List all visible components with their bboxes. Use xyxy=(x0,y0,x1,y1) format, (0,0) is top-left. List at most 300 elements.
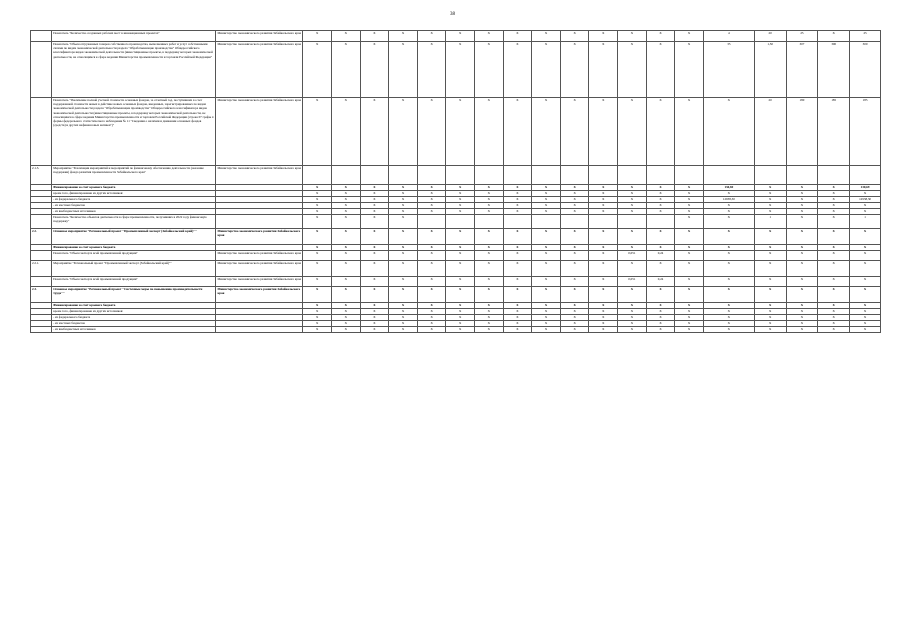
value-cell: Х xyxy=(646,197,675,203)
value-cell: Х xyxy=(503,315,532,321)
value-cell: Х xyxy=(589,303,618,309)
value-cell: Х xyxy=(675,287,704,303)
value-cell: Х xyxy=(446,309,475,315)
value-cell: Х xyxy=(646,209,675,215)
value-cell: Х xyxy=(560,303,589,309)
value-cell xyxy=(646,215,675,229)
responsible-executor-cell: Министерство экономического развития Забайкальского края xyxy=(216,229,303,245)
value-cell: 185 xyxy=(850,98,881,166)
value-cell: Х xyxy=(703,303,754,309)
row-description-cell: - из федерального бюджета xyxy=(52,315,216,321)
row-number-cell: 2.3. xyxy=(31,287,52,303)
value-cell: Х xyxy=(850,191,881,197)
value-cell: Х xyxy=(417,321,446,327)
value-cell: Х xyxy=(589,277,618,287)
value-cell: 0,24 xyxy=(646,251,675,261)
value-cell: Х xyxy=(360,321,389,327)
row-number-cell: 2.2.1. xyxy=(31,261,52,277)
value-cell: Х xyxy=(475,327,504,333)
value-cell: Х xyxy=(446,245,475,251)
value-cell: Х xyxy=(560,327,589,333)
value-cell: Х xyxy=(818,277,850,287)
value-cell: Х xyxy=(646,327,675,333)
value-cell: Х xyxy=(446,203,475,209)
value-cell: Х xyxy=(475,31,504,42)
value-cell: Х xyxy=(303,229,332,245)
value-cell: Х xyxy=(417,191,446,197)
value-cell: Х xyxy=(446,287,475,303)
value-cell: Х xyxy=(703,261,754,277)
value-cell: 12938,30 xyxy=(850,197,881,203)
value-cell xyxy=(850,166,881,185)
value-cell: Х xyxy=(646,185,675,191)
row-number-cell: 2.1.3. xyxy=(31,166,52,185)
value-cell: Х xyxy=(503,245,532,251)
value-cell: Х xyxy=(360,309,389,315)
value-cell: Х xyxy=(331,203,360,209)
value-cell: Х xyxy=(417,261,446,277)
value-cell: Х xyxy=(532,191,561,197)
value-cell: Х xyxy=(360,185,389,191)
value-cell: Х xyxy=(754,251,786,261)
value-cell: 35 xyxy=(703,42,754,98)
value-cell: Х xyxy=(675,31,704,42)
value-cell: 12938,30 xyxy=(703,197,754,203)
value-cell: Х xyxy=(850,287,881,303)
value-cell: Х xyxy=(360,245,389,251)
value-cell: Х xyxy=(475,277,504,287)
value-cell: Х xyxy=(818,215,850,229)
value-cell: Х xyxy=(754,229,786,245)
value-cell xyxy=(618,215,647,229)
value-cell: Х xyxy=(475,251,504,261)
value-cell: Х xyxy=(389,315,418,321)
value-cell: Х xyxy=(417,245,446,251)
row-description-cell: Показатель "Объем экспорта всей промышленной продукции" xyxy=(52,251,216,261)
value-cell: Х xyxy=(618,327,647,333)
value-cell: Х xyxy=(786,245,818,251)
responsible-executor-cell xyxy=(216,327,303,333)
value-cell: Х xyxy=(850,303,881,309)
value-cell: Х xyxy=(331,215,360,229)
value-cell: Х xyxy=(646,309,675,315)
value-cell: Х xyxy=(417,98,446,166)
value-cell: Х xyxy=(532,229,561,245)
value-cell: Х xyxy=(532,327,561,333)
value-cell: Х xyxy=(446,327,475,333)
value-cell: Х xyxy=(417,315,446,321)
value-cell: Х xyxy=(503,42,532,98)
value-cell: Х xyxy=(786,303,818,309)
value-cell: Х xyxy=(389,261,418,277)
value-cell: Х xyxy=(389,191,418,197)
value-cell: Х xyxy=(818,209,850,215)
value-cell: Х xyxy=(475,287,504,303)
value-cell: Х xyxy=(532,203,561,209)
value-cell: Х xyxy=(675,203,704,209)
table-row xyxy=(31,277,881,287)
value-cell xyxy=(703,166,754,185)
table-body xyxy=(31,31,881,333)
value-cell: Х xyxy=(303,191,332,197)
table-row xyxy=(31,287,881,303)
value-cell: Х xyxy=(331,251,360,261)
value-cell: Х xyxy=(532,261,561,277)
value-cell: Х xyxy=(850,203,881,209)
value-cell: Х xyxy=(850,251,881,261)
value-cell: Х xyxy=(475,42,504,98)
row-description-cell: Показатель "Увеличение полной учетной стоимости основных фондов, за отчетный год, поступивших за счет поддержанной стоимости новых в действие новых основных фондов, введенных, зарегистрированных по видам экономической деятельности раздела "Обрабатывающие производства" Общероссийского классификатора видов экономической деятельности (инвестиционные проекты, в поддержку которых экономической деятельности, не относящимся к сфере ведения Министерства промышленности и торговли Российской Федерации (строка 07 графы 4 формы федерального статистического наблюдения № 11 "Сведения о наличии и движении основных фондов (средств) и других нефинансовых активов")" xyxy=(52,98,216,166)
row-description-cell: кроме того, финансирование из других источников: xyxy=(52,191,216,197)
value-cell: Х xyxy=(303,185,332,191)
row-number-cell xyxy=(31,42,52,98)
value-cell: Х xyxy=(850,261,881,277)
value-cell: Х xyxy=(360,327,389,333)
value-cell: Х xyxy=(503,309,532,315)
value-cell: Х xyxy=(417,309,446,315)
value-cell: Х xyxy=(532,245,561,251)
value-cell: Х xyxy=(754,287,786,303)
row-description-cell: Показатель "Объем отгруженных товаров собственного производства, выполненных работ и услуг собственными силами по видам экономической деятельности раздела "Обрабатывающие производства" Общероссийского классификатора видов экономической деятельности (инвестиционные проекты, в поддержку которых экономической деятельности, не относящимся к сфере ведения Министерства промышленности и торговли Российской Федерации" xyxy=(52,42,216,98)
value-cell: Х xyxy=(646,42,675,98)
row-number-cell xyxy=(31,98,52,166)
value-cell: Х xyxy=(475,321,504,327)
value-cell xyxy=(532,215,561,229)
value-cell: Х xyxy=(532,303,561,309)
table-row xyxy=(31,229,881,245)
row-number-cell xyxy=(31,251,52,261)
value-cell: Х xyxy=(446,185,475,191)
value-cell: Х xyxy=(303,315,332,321)
value-cell: Х xyxy=(675,42,704,98)
row-description-cell: Основное мероприятие "Региональный проект "Системные меры по повышению производительности труда"" xyxy=(52,287,216,303)
value-cell: Х xyxy=(560,98,589,166)
row-description-cell: - из местных бюджетов xyxy=(52,321,216,327)
value-cell: Х xyxy=(786,327,818,333)
row-number-cell: 2.2. xyxy=(31,229,52,245)
value-cell: Х xyxy=(503,287,532,303)
value-cell: Х xyxy=(360,209,389,215)
value-cell: Х xyxy=(754,277,786,287)
value-cell: Х xyxy=(303,327,332,333)
value-cell xyxy=(475,166,504,185)
table-row xyxy=(31,166,881,185)
value-cell: Х xyxy=(303,309,332,315)
value-cell: Х xyxy=(703,191,754,197)
value-cell: Х xyxy=(331,42,360,98)
value-cell: Х xyxy=(560,42,589,98)
value-cell: Х xyxy=(360,287,389,303)
value-cell xyxy=(754,166,786,185)
value-cell: Х xyxy=(303,197,332,203)
value-cell: Х xyxy=(646,303,675,309)
value-cell: Х xyxy=(560,191,589,197)
value-cell: Х xyxy=(331,31,360,42)
row-number-cell xyxy=(31,215,52,229)
value-cell: Х xyxy=(475,315,504,321)
value-cell: Х xyxy=(560,287,589,303)
value-cell: Х xyxy=(786,321,818,327)
value-cell: Х xyxy=(560,321,589,327)
value-cell: Х xyxy=(389,42,418,98)
value-cell: Х xyxy=(618,321,647,327)
value-cell xyxy=(675,166,704,185)
value-cell: Х xyxy=(646,191,675,197)
value-cell xyxy=(560,166,589,185)
value-cell: Х xyxy=(754,203,786,209)
value-cell: Х xyxy=(646,261,675,277)
value-cell: Х xyxy=(786,209,818,215)
value-cell: Х xyxy=(703,98,754,166)
value-cell: Х xyxy=(786,229,818,245)
value-cell: Х xyxy=(331,309,360,315)
value-cell: Х xyxy=(589,327,618,333)
value-cell: Х xyxy=(589,98,618,166)
value-cell: Х xyxy=(303,209,332,215)
value-cell: Х xyxy=(417,185,446,191)
value-cell: Х xyxy=(786,277,818,287)
value-cell: Х xyxy=(303,303,332,309)
row-number-cell xyxy=(31,277,52,287)
value-cell: Х xyxy=(303,251,332,261)
value-cell: Х xyxy=(618,229,647,245)
value-cell: Х xyxy=(503,185,532,191)
value-cell: Х xyxy=(850,321,881,327)
value-cell: Х xyxy=(503,251,532,261)
row-description-cell: Финансирование за счет краевого бюджета xyxy=(52,245,216,251)
value-cell: Х xyxy=(532,98,561,166)
value-cell: Х xyxy=(818,197,850,203)
value-cell: Х xyxy=(589,209,618,215)
value-cell: Х xyxy=(675,327,704,333)
value-cell: Х xyxy=(818,303,850,309)
value-cell: Х xyxy=(589,42,618,98)
value-cell: Х xyxy=(389,203,418,209)
value-cell: Х xyxy=(532,287,561,303)
value-cell: Х xyxy=(389,185,418,191)
value-cell: Х xyxy=(417,31,446,42)
value-cell: Х xyxy=(675,98,704,166)
value-cell: Х xyxy=(532,185,561,191)
value-cell: Х xyxy=(389,31,418,42)
value-cell: Х xyxy=(589,309,618,315)
value-cell: Х xyxy=(446,315,475,321)
value-cell: Х xyxy=(417,229,446,245)
value-cell: Х xyxy=(475,191,504,197)
value-cell: Х xyxy=(331,303,360,309)
row-description-cell: Показатель "Количество объектов деятельности в сфере промышленности, получивших в 2022 году финансовую поддержку" xyxy=(52,215,216,229)
value-cell: 25 xyxy=(786,31,818,42)
value-cell: Х xyxy=(703,251,754,261)
value-cell: Х xyxy=(417,277,446,287)
table-row xyxy=(31,42,881,98)
value-cell: Х xyxy=(331,197,360,203)
responsible-executor-cell: Министерство экономического развития Забайкальского края xyxy=(216,277,303,287)
value-cell: Х xyxy=(786,191,818,197)
value-cell: Х xyxy=(675,303,704,309)
value-cell: Х xyxy=(532,315,561,321)
value-cell: Х xyxy=(446,31,475,42)
value-cell: Х xyxy=(754,185,786,191)
value-cell: Х xyxy=(560,185,589,191)
value-cell: Х xyxy=(675,277,704,287)
value-cell: Х xyxy=(754,197,786,203)
value-cell: Х xyxy=(389,215,418,229)
value-cell: Х xyxy=(417,209,446,215)
value-cell: Х xyxy=(754,191,786,197)
responsible-executor-cell: Министерство экономического развития Забайкальского края xyxy=(216,42,303,98)
value-cell: Х xyxy=(389,197,418,203)
value-cell: Х xyxy=(818,327,850,333)
value-cell: Х xyxy=(818,287,850,303)
responsible-executor-cell: Министерство экономического развития Забайкальского края xyxy=(216,166,303,185)
value-cell: Х xyxy=(560,229,589,245)
value-cell: Х xyxy=(560,245,589,251)
value-cell: Х xyxy=(360,203,389,209)
value-cell: Х xyxy=(818,203,850,209)
value-cell: Х xyxy=(446,209,475,215)
value-cell: Х xyxy=(389,229,418,245)
program-table xyxy=(30,30,881,333)
value-cell xyxy=(589,215,618,229)
value-cell: 307 xyxy=(786,42,818,98)
value-cell: Х xyxy=(475,261,504,277)
value-cell: Х xyxy=(703,245,754,251)
value-cell: Х xyxy=(331,261,360,277)
value-cell: Х xyxy=(560,261,589,277)
value-cell: Х xyxy=(360,31,389,42)
value-cell: Х xyxy=(618,197,647,203)
value-cell: Х xyxy=(675,191,704,197)
row-description-cell: Мероприятие "Региональный проект "Промышленный экспорт (Забайкальский край)"" xyxy=(52,261,216,277)
value-cell: 1 xyxy=(754,215,786,229)
table-row xyxy=(31,251,881,261)
value-cell: Х xyxy=(503,303,532,309)
value-cell: 0,24 xyxy=(646,277,675,287)
value-cell: Х xyxy=(417,42,446,98)
value-cell: Х xyxy=(389,209,418,215)
value-cell: Х xyxy=(560,309,589,315)
value-cell: Х xyxy=(331,327,360,333)
value-cell: Х xyxy=(389,309,418,315)
value-cell: Х xyxy=(560,197,589,203)
value-cell: Х xyxy=(675,245,704,251)
value-cell: Х xyxy=(703,321,754,327)
value-cell: Х xyxy=(331,191,360,197)
value-cell: Х xyxy=(646,98,675,166)
value-cell: Х xyxy=(475,245,504,251)
value-cell: Х xyxy=(703,209,754,215)
value-cell: Х xyxy=(850,245,881,251)
value-cell: Х xyxy=(303,203,332,209)
row-description-cell: Мероприятие "Реализация мероприятий и мероприятий по финансовому обеспечению деятельности (оказание поддержки) фонда развития промышленности Забайкальского края" xyxy=(52,166,216,185)
value-cell: Х xyxy=(818,245,850,251)
value-cell: Х xyxy=(818,185,850,191)
value-cell: Х xyxy=(331,315,360,321)
value-cell: Х xyxy=(417,327,446,333)
value-cell: Х xyxy=(417,197,446,203)
value-cell: Х xyxy=(589,287,618,303)
value-cell: Х xyxy=(754,245,786,251)
value-cell: Х xyxy=(389,327,418,333)
value-cell: Х xyxy=(331,287,360,303)
value-cell: Х xyxy=(754,309,786,315)
value-cell: Х xyxy=(303,31,332,42)
value-cell: Х xyxy=(503,98,532,166)
value-cell: Х xyxy=(618,261,647,277)
value-cell: Х xyxy=(475,209,504,215)
row-description-cell: кроме того, финансирование из других источников: xyxy=(52,309,216,315)
value-cell: Х xyxy=(675,215,704,229)
value-cell: Х xyxy=(850,277,881,287)
value-cell: Х xyxy=(754,261,786,277)
value-cell: Х xyxy=(589,261,618,277)
value-cell: 1 xyxy=(850,215,881,229)
value-cell: Х xyxy=(646,31,675,42)
responsible-executor-cell: Министерство экономического развития Забайкальского края xyxy=(216,287,303,303)
value-cell xyxy=(786,166,818,185)
value-cell: Х xyxy=(589,191,618,197)
value-cell: Х xyxy=(618,303,647,309)
value-cell: Х xyxy=(331,321,360,327)
row-description-cell: - из внебюджетных источников xyxy=(52,209,216,215)
value-cell: Х xyxy=(850,315,881,321)
value-cell: Х xyxy=(560,31,589,42)
value-cell: Х xyxy=(675,229,704,245)
value-cell xyxy=(646,166,675,185)
value-cell: Х xyxy=(618,42,647,98)
value-cell: Х xyxy=(446,261,475,277)
value-cell: Х xyxy=(446,321,475,327)
value-cell: Х xyxy=(618,191,647,197)
value-cell xyxy=(475,215,504,229)
value-cell xyxy=(331,166,360,185)
value-cell: Х xyxy=(503,321,532,327)
value-cell: Х xyxy=(786,261,818,277)
value-cell: Х xyxy=(446,277,475,287)
value-cell: Х xyxy=(618,98,647,166)
value-cell: Х xyxy=(389,98,418,166)
value-cell: Х xyxy=(646,229,675,245)
value-cell: Х xyxy=(446,197,475,203)
value-cell: Х xyxy=(589,321,618,327)
value-cell: Х xyxy=(331,229,360,245)
table-row xyxy=(31,327,881,333)
value-cell: Х xyxy=(786,287,818,303)
value-cell: Х xyxy=(618,309,647,315)
value-cell: Х xyxy=(703,287,754,303)
value-cell xyxy=(360,166,389,185)
value-cell: Х xyxy=(818,251,850,261)
value-cell: Х xyxy=(303,287,332,303)
value-cell: Х xyxy=(475,197,504,203)
value-cell: Х xyxy=(675,185,704,191)
value-cell: Х xyxy=(360,42,389,98)
responsible-executor-cell: Министерство экономического развития Забайкальского края xyxy=(216,261,303,277)
value-cell: Х xyxy=(503,209,532,215)
value-cell: 300 xyxy=(818,42,850,98)
value-cell: Х xyxy=(446,229,475,245)
value-cell xyxy=(446,215,475,229)
value-cell: Х xyxy=(618,209,647,215)
responsible-executor-cell: Министерство экономического развития Забайкальского края xyxy=(216,251,303,261)
value-cell: Х xyxy=(532,251,561,261)
value-cell: Х xyxy=(675,315,704,321)
value-cell: Х xyxy=(560,209,589,215)
value-cell: Х xyxy=(703,277,754,287)
value-cell: Х xyxy=(675,197,704,203)
value-cell: Х xyxy=(446,191,475,197)
